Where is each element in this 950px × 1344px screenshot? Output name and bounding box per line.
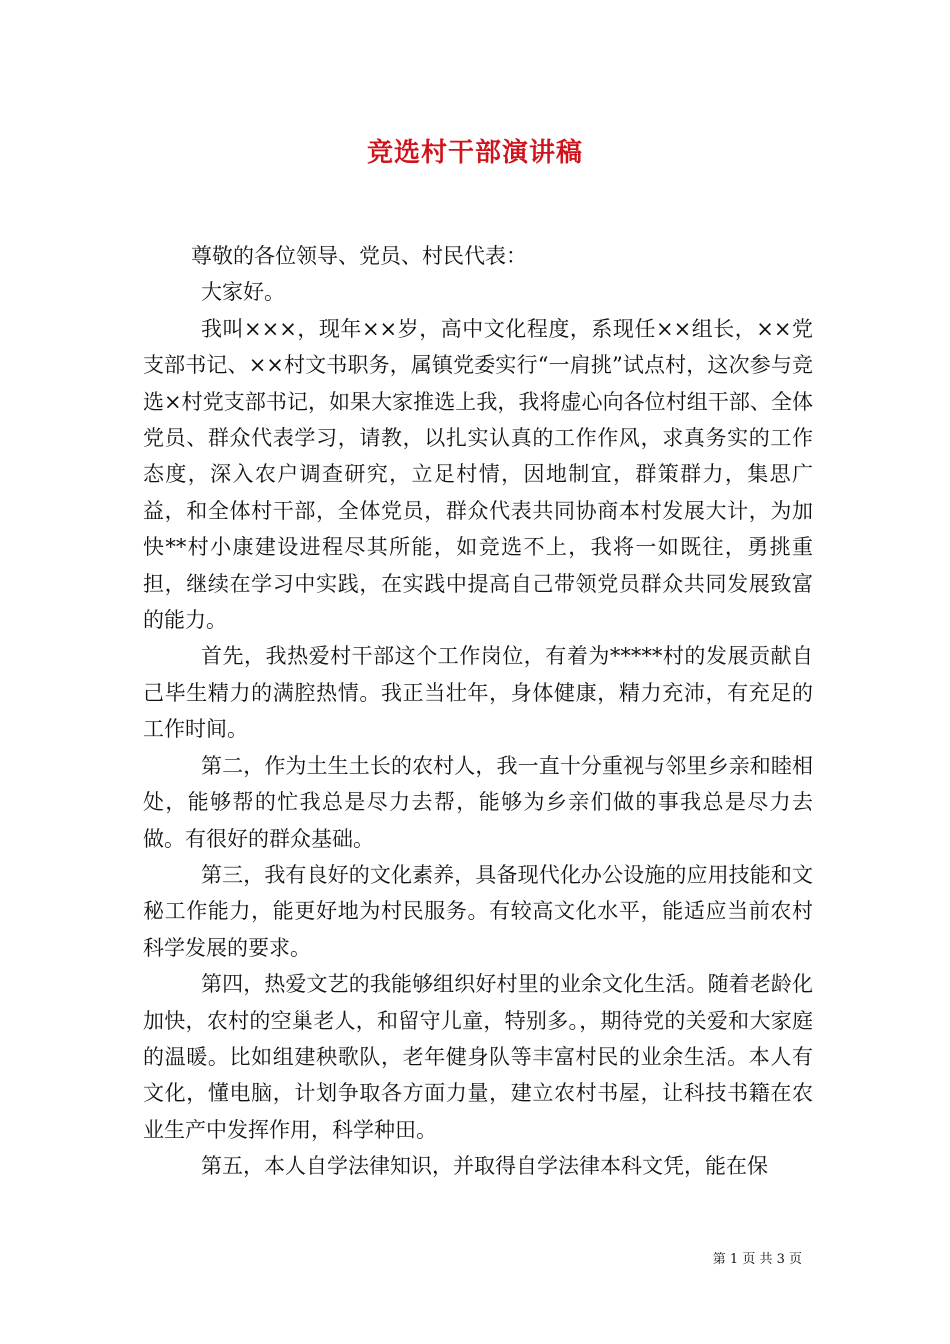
paragraph-third: 第三，我有良好的文化素养，具备现代化办公设施的应用技能和文秘工作能力，能更好地为村民服务。有较高文化水平，能适应当前农村科学发展的要求。 — [143, 862, 813, 960]
paragraph-fourth: 第四，热爱文艺的我能够组织好村里的业余文化生活。随着老龄化加快，农村的空巢老人，和留守儿童，特别多。，期待党的关爱和大家庭的温暖。比如组建秧歌队，老年健身队等丰富村民的业余生活。本人有文化，懂电脑，计划争取各方面力量，建立农村书屋，让科技书籍在农业生产中发挥作用，科学种田。 — [143, 972, 813, 1142]
salutation: 尊敬的各位领导、党员、村民代表： — [191, 244, 527, 268]
paragraph-second: 第二，作为土生土长的农村人，我一直十分重视与邻里乡亲和睦相处，能够帮的忙我总是尽力去帮，能够为乡亲们做的事我总是尽力去做。有很好的群众基础。 — [143, 753, 813, 851]
paragraph-fifth: 第五，本人自学法律知识，并取得自学法律本科文凭，能在保 — [201, 1154, 768, 1179]
paragraph-intro: 我叫×××，现年××岁，高中文化程度，系现任××组长，××党支部书记、××村文书职务，属镇党委实行“一肩挑”试点村，这次参与竞选×村党支部书记，如果大家推选上我，我将虚心向各位村组干部、全体党员、群众代表学习，请教，以扎实认真的工作作风，求真务实的工作态度，深入农户调查研究，立足村情，因地制宜，群策群力，集思广益，和全体村干部，全体党员，群众代表共同协商本村发展大计，为加快**村小康建设进程尽其所能，如竞选不上，我将一如既往，勇挑重担，继续在学习中实践，在实践中提高自己带领党员群众共同发展致富的能力。 — [143, 316, 813, 633]
document-body — [143, 238, 813, 1185]
greeting: 大家好。 — [201, 280, 285, 305]
document-title: 竞选村干部演讲稿 — [366, 138, 583, 168]
paragraph-first: 首先，我热爱村干部这个工作岗位，有着为*****村的发展贡献自己毕生精力的满腔热情。我正当壮年，身体健康，精力充沛，有充足的工作时间。 — [143, 644, 813, 742]
page-number: 第 1 页 共 3 页 — [712, 1252, 802, 1267]
